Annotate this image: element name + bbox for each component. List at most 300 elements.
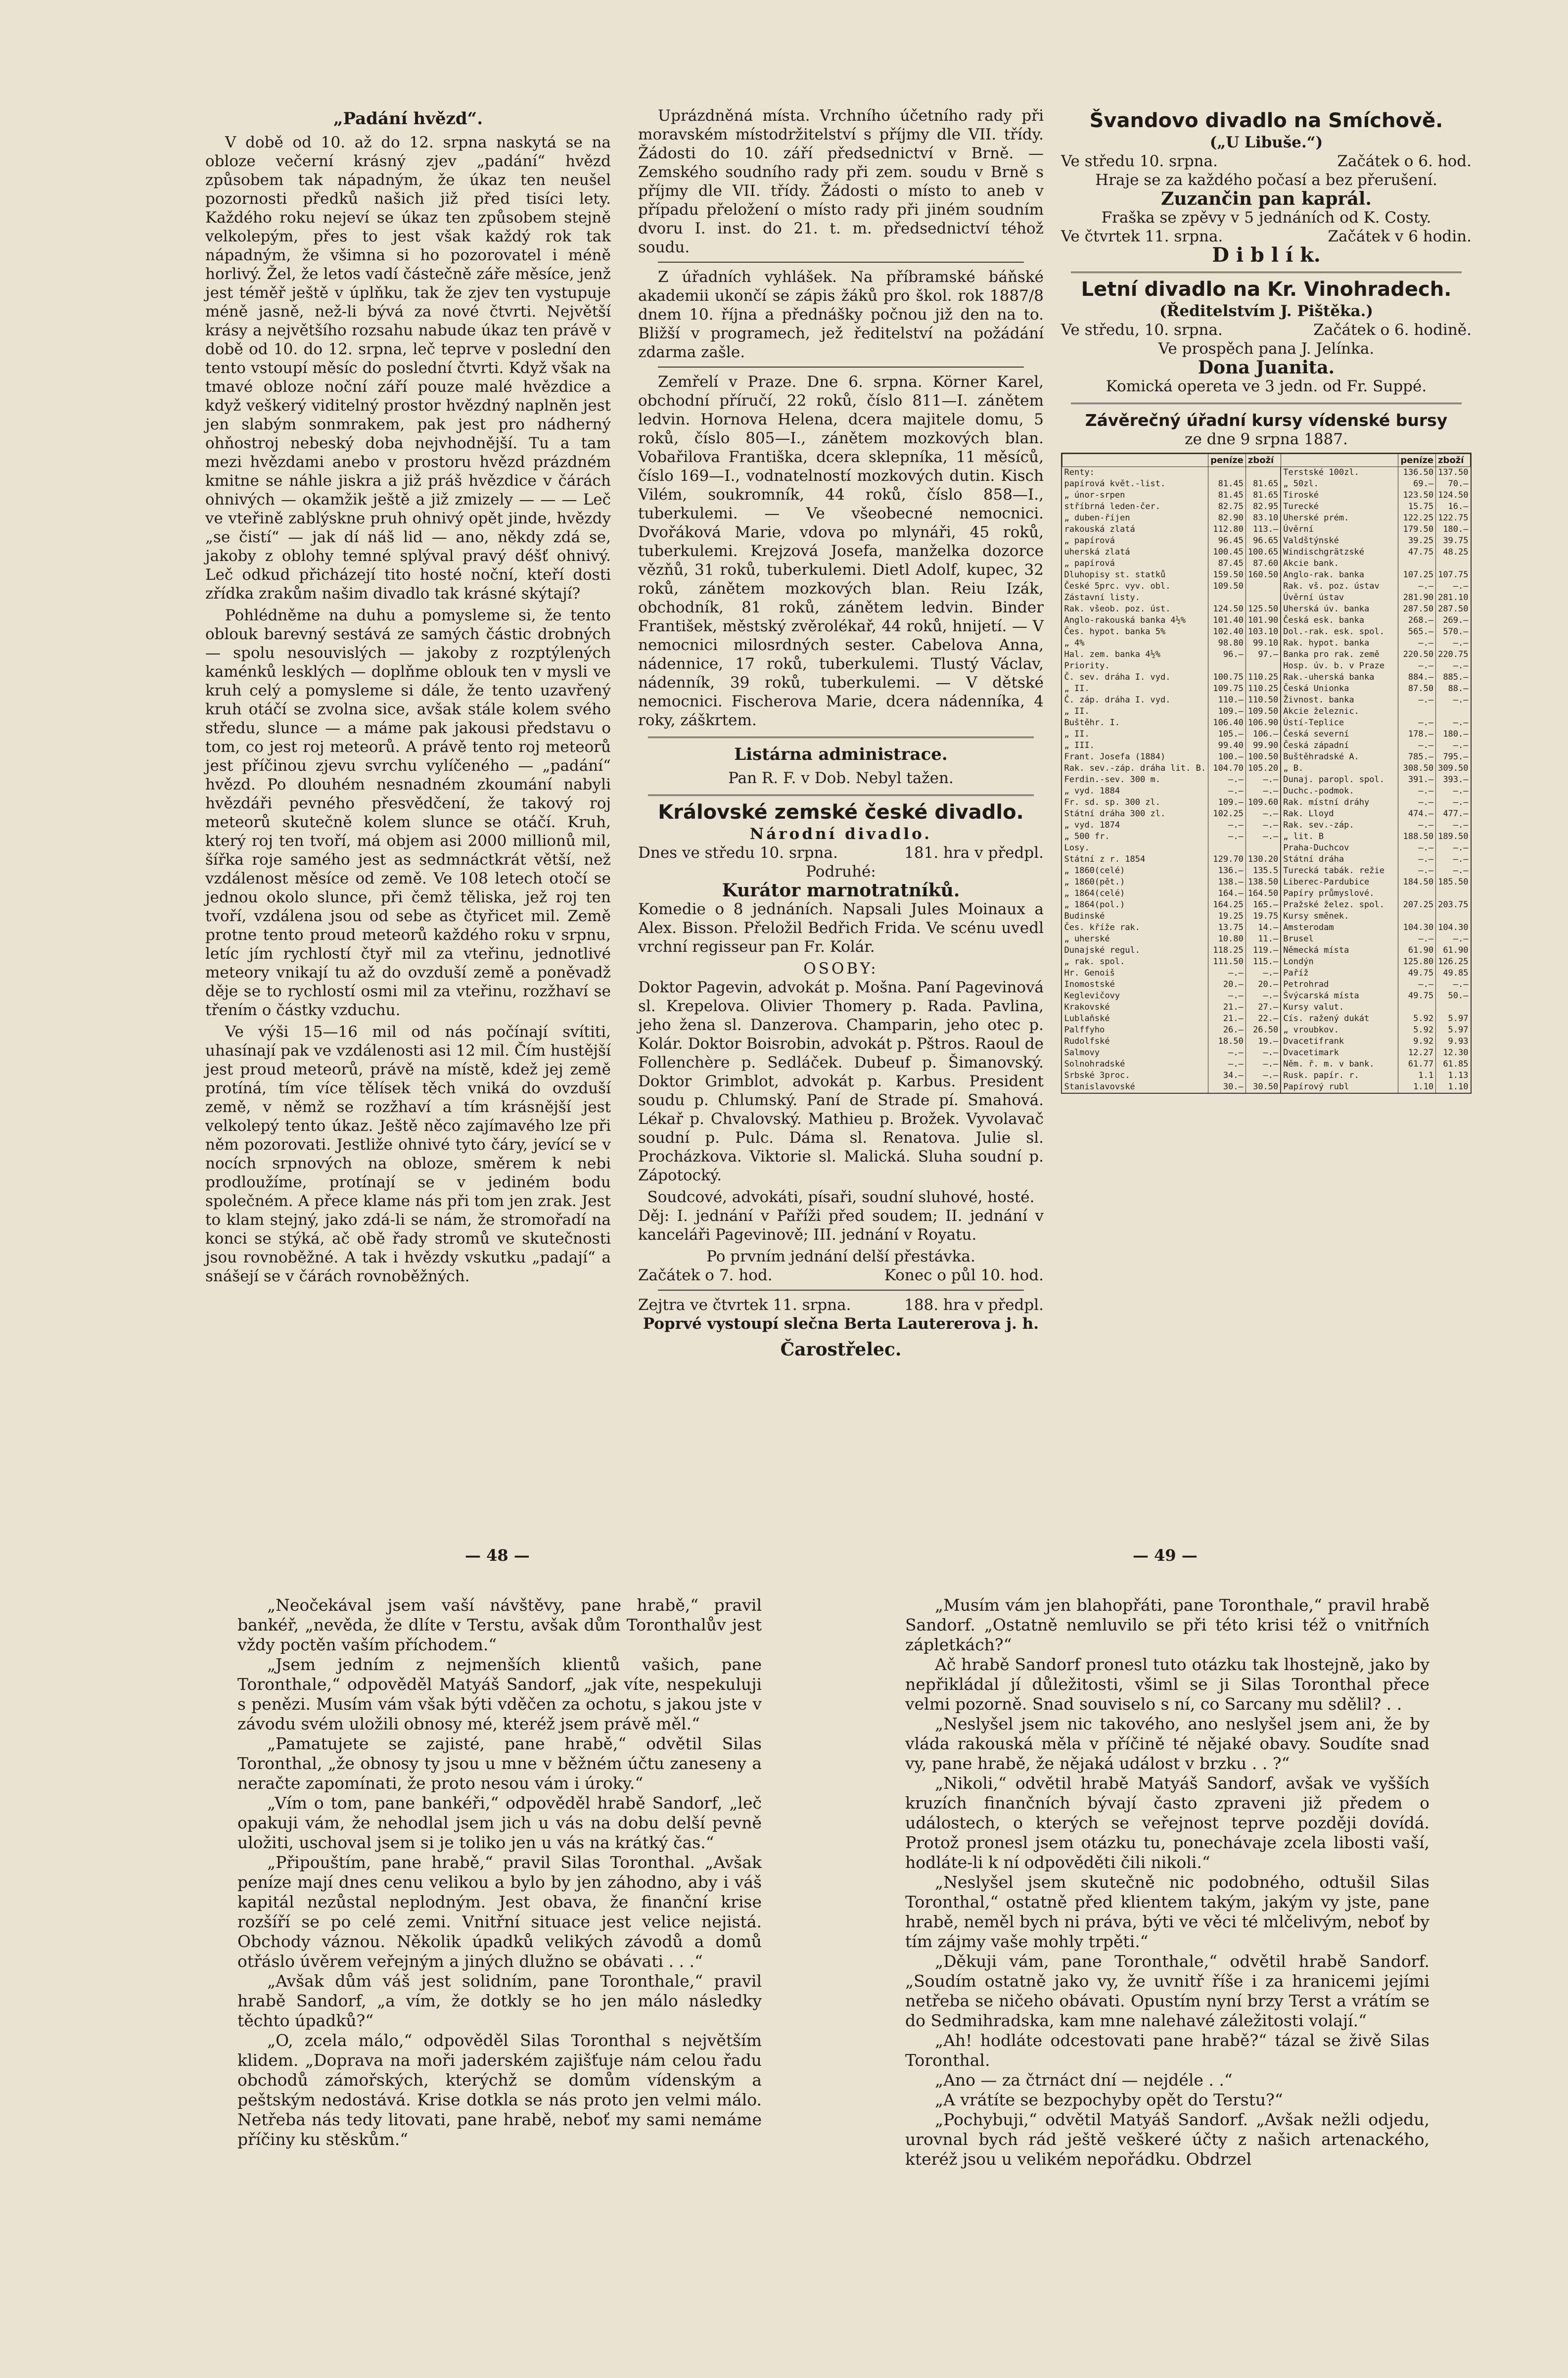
security-name: „ rak. spol. [1064, 957, 1125, 967]
price-cell: 82.90 [1208, 513, 1246, 524]
table-row [1062, 501, 1471, 513]
price-cell: 207.25 [1398, 899, 1436, 911]
price-cell: —.— [1245, 786, 1281, 797]
price-cell [1208, 660, 1246, 672]
price-cell: 203.75 [1436, 899, 1471, 911]
security-name: „ papírová [1064, 536, 1115, 546]
price-cell: —.— [1398, 717, 1436, 729]
svandovo-date: Ve středu 10. srpna. [1061, 152, 1218, 170]
table-row [1062, 490, 1471, 501]
price-cell: 106.90 [1245, 717, 1281, 729]
security-name: Rak. Lloyd [1281, 808, 1398, 820]
price-cell: 477.— [1436, 808, 1471, 820]
price-cell: 49.75 [1398, 968, 1436, 979]
novel-paragraph: „Pamatujete se zajisté, pane hrabě,“ odvětil Silas Toronthal, „že obnosy ty jsou u mne v běžném účtu zaneseny a neračte zapomínati, že proto nesou vám i úroky.“ [237, 1734, 762, 1793]
price-cell: 124.50 [1208, 604, 1246, 615]
table-row [1062, 888, 1471, 899]
price-cell: —.— [1398, 979, 1436, 990]
divider [1071, 272, 1462, 273]
novel-paragraph: „Neslyšel jsem skutečně nic podobného, odtušil Silas Toronthal,“ ostatně před klientem takým, jakým vy jste, pane hrabě, neměl bych ni práva, býti ve věci té mlčelivým, neboť by tím zájmy vaše mohly trpěti.“ [905, 1872, 1430, 1951]
price-cell: —.— [1245, 831, 1281, 842]
table-row [1062, 774, 1471, 786]
price-cell: 21.— [1208, 1002, 1246, 1013]
security-name: Rak. sev.-záp. dráha lit. B. [1064, 763, 1206, 773]
price-cell: 164.25 [1208, 899, 1246, 911]
price-cell: 287.50 [1398, 604, 1436, 615]
price-cell: 160.50 [1245, 569, 1281, 581]
security-name: Česká esk. banka [1281, 615, 1398, 626]
table-row [1062, 751, 1471, 763]
price-cell: 100.65 [1245, 547, 1281, 558]
price-cell: 104.30 [1436, 922, 1471, 933]
security-name: Uherská úv. banka [1281, 604, 1398, 615]
security-name: „ papírová [1064, 559, 1115, 568]
novel-paragraph: „Připouštím, pane hrabě,“ pravil Silas Toronthal. „Avšak peníze mají dnes cenu velikou a bylo by jen záhodno, aby i váš kapitál nezůstal neplodným. Jest obava, že finanční krise rozšíří se po celé zemi. Vnitřní situace jest velice nejistá. Obchody váznou. Několik úpadků velikých závodů a domů otřáslo úvěrem veřejným a jiných dlužno se obávati . . .“ [237, 1853, 762, 1971]
price-cell: 102.40 [1208, 626, 1246, 638]
price-cell: —.— [1436, 933, 1471, 945]
column-header: zboží [1245, 454, 1281, 467]
table-row [1062, 842, 1471, 854]
security-name: Rusk. papír. r. [1281, 1070, 1398, 1081]
price-cell: —.— [1436, 638, 1471, 649]
table-row [1062, 649, 1471, 660]
table-row [1062, 1047, 1471, 1059]
table-row [1062, 513, 1471, 524]
security-name: Fr. sd. sp. 300 zl. [1064, 797, 1160, 807]
table-row [1062, 1036, 1471, 1047]
security-name: uherská zlatá [1064, 547, 1130, 557]
table-row [1062, 877, 1471, 888]
security-name: Petrohrad [1281, 979, 1398, 990]
price-cell: 5.92 [1398, 1025, 1436, 1036]
price-cell: 87.50 [1398, 683, 1436, 695]
price-cell: 61.85 [1436, 1059, 1471, 1070]
bourse-table-body [1062, 467, 1471, 1093]
price-cell: —.— [1436, 865, 1471, 877]
security-name: „ vyd. 1884 [1064, 786, 1120, 796]
bourse-date: ze dne 9 srpna 1887. [1185, 430, 1348, 448]
price-cell: 87.60 [1245, 558, 1281, 569]
price-cell: 107.75 [1436, 569, 1471, 581]
tomorrow-play: Čarostřelec. [780, 1339, 902, 1360]
price-cell: 118.25 [1208, 945, 1246, 956]
page-number-right: — 49 — [1133, 1546, 1198, 1565]
price-cell: 12.27 [1398, 1047, 1436, 1059]
divider [648, 737, 1034, 738]
table-row [1062, 763, 1471, 774]
security-name: Papírový rubl [1281, 1081, 1398, 1093]
security-name: „ 1864(pol.) [1064, 900, 1125, 910]
security-name: Inomostské [1064, 979, 1115, 989]
table-row [1062, 865, 1471, 877]
price-cell: 20.— [1245, 979, 1281, 990]
table-row [1062, 854, 1471, 865]
price-cell: —.— [1245, 1070, 1281, 1081]
svandovo-play: Zuzančin pan kaprál. [1161, 188, 1372, 209]
security-name: papírová květ.-list. [1064, 479, 1166, 489]
cast-extras: Soudcové, advokáti, písaři, soudní sluhové, hosté. [647, 1188, 1035, 1206]
cast-heading: OSOBY: [803, 960, 878, 978]
price-cell [1398, 558, 1436, 569]
table-row [1062, 990, 1471, 1002]
price-cell: 180.— [1436, 729, 1471, 740]
security-name: Buštěhradské A. [1281, 751, 1398, 763]
price-cell: 125.50 [1245, 604, 1281, 615]
price-cell: —.— [1436, 581, 1471, 592]
security-name: Lublaňské [1064, 1014, 1110, 1024]
security-name: Rak. sev.-záp. [1281, 820, 1398, 831]
price-cell: 82.95 [1245, 501, 1281, 513]
security-name: Ferdin.-sev. 300 m. [1064, 775, 1160, 785]
price-cell [1436, 911, 1471, 922]
table-row [1062, 797, 1471, 808]
novel-paragraph: „Ano — za čtrnáct dní — nejdéle . .“ [935, 2070, 1233, 2090]
price-cell: 138.50 [1245, 877, 1281, 888]
price-cell: 1.10 [1436, 1081, 1471, 1093]
price-cell: 185.50 [1436, 877, 1471, 888]
price-cell [1208, 842, 1246, 854]
price-cell: 103.10 [1245, 626, 1281, 638]
price-cell: 50.— [1436, 990, 1471, 1002]
security-name: „ duben-říjen [1064, 513, 1130, 523]
table-row [1062, 740, 1471, 751]
price-cell: 96.45 [1208, 535, 1246, 547]
price-cell: 220.75 [1436, 649, 1471, 660]
security-name: Akcie bank. [1281, 558, 1398, 569]
price-cell: 110.— [1208, 695, 1246, 706]
security-name: Státní dráha [1281, 854, 1398, 865]
security-name: Renty: [1064, 467, 1095, 477]
security-name: Budinské [1064, 911, 1105, 921]
table-row [1062, 524, 1471, 535]
letni-description: Komická opereta ve 3 jedn. od Fr. Suppé. [1106, 377, 1427, 395]
security-name: Německá místa [1281, 945, 1398, 956]
price-cell: 119.— [1245, 945, 1281, 956]
table-row [1062, 820, 1471, 831]
price-cell: —.— [1436, 786, 1471, 797]
security-name: Rudolfské [1064, 1036, 1110, 1046]
security-name: Stanislavovské [1064, 1082, 1135, 1092]
price-cell: —.— [1398, 740, 1436, 751]
price-cell: 88.— [1436, 683, 1471, 695]
security-name: Keglevičovy [1064, 991, 1120, 1001]
security-name: Hal. zem. banka 4½% [1064, 650, 1160, 659]
security-name: Švýcarská místa [1281, 990, 1398, 1002]
price-cell [1245, 592, 1281, 604]
security-name: Čes. kříže rak. [1064, 923, 1141, 933]
price-cell: 10.80 [1208, 933, 1246, 945]
table-row [1062, 956, 1471, 968]
price-cell: —.— [1436, 797, 1471, 808]
price-cell: —.— [1436, 695, 1471, 706]
table-row [1062, 1002, 1471, 1013]
price-cell: 106.40 [1208, 717, 1246, 729]
table-row [1062, 1025, 1471, 1036]
price-cell: 1.13 [1436, 1070, 1471, 1081]
security-name: Rak. místní dráhy [1281, 797, 1398, 808]
play-setting: Děj: I. jednání v Paříži před soudem; II. jednání v kanceláři Pagevinově; III. jednání v Royatu. [638, 1207, 1044, 1244]
security-name: „ lit. B [1281, 831, 1398, 842]
price-cell: 109.— [1208, 797, 1246, 808]
price-cell: 99.40 [1208, 740, 1246, 751]
price-cell: 69.— [1398, 478, 1436, 490]
price-cell: 159.50 [1208, 569, 1246, 581]
security-name: Hr. Genoiš [1064, 968, 1115, 978]
price-cell: 1.1 [1398, 1070, 1436, 1081]
security-name: Něm. ř. m. v bank. [1281, 1059, 1398, 1070]
theatre-title: Královské zemské české divadlo. [658, 801, 1024, 824]
price-cell: 110.50 [1245, 695, 1281, 706]
bourse-table-wrap [1061, 453, 1472, 1094]
price-cell: —.— [1398, 842, 1436, 854]
price-cell: 15.75 [1398, 501, 1436, 513]
price-cell: 105.— [1208, 729, 1246, 740]
price-cell: 110.25 [1245, 683, 1281, 695]
theatre-dateline [638, 843, 1044, 862]
cast-list: Doktor Pagevin, advokát p. Mošna. Paní Pagevinová sl. Krepelova. Olivier Thomery p. Rada. Pavlina, jeho žena sl. Danzerova. Champarin, jeho otec p. Kolár. Doktor Boisrobin, advokát p. Pštros. Raoul de Follenchère p. Sedláček. Dubeuf p. Šimanovský. Doktor Grimblot, advokát p. Karbus. President soudu p. Chlumský. Paní de Strade pí. Smahová. Lékař p. Chvalovský. Mathieu p. Brožek. Vyvolavač soudní p. Pulc. Dáma sl. Renatova. Julie sl. Procházkova. Viktorie sl. Malická. Sluha soudní p. Zápotocký. [638, 979, 1044, 1184]
security-name: „ vyd. 1874 [1064, 820, 1120, 830]
price-cell: 81.45 [1208, 478, 1246, 490]
price-cell: 137.50 [1436, 467, 1471, 479]
security-name: Valdštýnské [1281, 535, 1398, 547]
price-cell: 268.— [1398, 615, 1436, 626]
security-name: Dunaj. paropl. spol. [1281, 774, 1398, 786]
security-name: Uherské prém. [1281, 513, 1398, 524]
table-row [1062, 899, 1471, 911]
price-cell: 82.75 [1208, 501, 1246, 513]
table-row [1062, 581, 1471, 592]
security-name: Česká severní [1281, 729, 1398, 740]
letni-play: Dona Juanita. [1198, 357, 1335, 378]
security-name: Amsterodam [1281, 922, 1398, 933]
security-name: Terstské 100zl. [1281, 467, 1398, 479]
security-name: Rak.-uherská banka [1281, 672, 1398, 683]
price-cell: 100.75 [1208, 672, 1246, 683]
security-name: Ústí-Teplice [1281, 717, 1398, 729]
security-name: Londýn [1281, 956, 1398, 968]
novel-paragraph: „O, zcela málo,“ odpověděl Silas Toronthal s největším klidem. „Doprava na moři jaderském zajišťuje nám celou řadu obchodů zámořských, kterýchž se domům vídenským a peštským nedostává. Krise dotkla se nás proto jen velmi málo. Netřeba nás tedy litovati, pane hrabě, neboť my sami nemáme příčiny ku stěskům.“ [237, 2031, 762, 2149]
tomorrow-performance: 188. hra v předpl. [904, 1296, 1044, 1314]
price-cell: —.— [1398, 581, 1436, 592]
security-name: Č. sev. dráha I. vyd. [1064, 672, 1171, 682]
novel-right-page [905, 1595, 1430, 2169]
security-name: Dol.-rak. esk. spol. [1281, 626, 1398, 638]
price-cell: —.— [1398, 695, 1436, 706]
intermission-note: Po prvním jednání delší přestávka. [706, 1248, 975, 1265]
column-theatres-bourse [1061, 106, 1472, 1094]
price-cell: 109.75 [1208, 683, 1246, 695]
price-cell: 100.50 [1245, 751, 1281, 763]
price-cell: 100.45 [1208, 547, 1246, 558]
notice-deaths: Zemřelí v Praze. Dne 6. srpna. Körner Karel, obchodní příručí, 22 roků, číslo 811—I. zánětem ledvin. Hornova Helena, dcera majitele domu, 5 roků, číslo 805—I., zánětem mozkových blan. Vobařilova Františka, dcera sklepníka, 11 měsíců, číslo 169—I., vodnatelností mozkových dutin. Kisch Vilém, soukromník, 44 roků, číslo 858—I., tuberkulemi. — Ve všeobecné nemocnici. Dvořáková Marie, vdova po mlynáři, 45 roků, tuberkulemi. Krejzová Josefa, manželka dozorce vězňů, 31 roků, tuberkulemi. Dietl Adolf, kupec, 32 roků, zánětem mozkových blan. Reiu Izák, obchodník, 81 roků, zánětem ledvin. Binder František, městský zvěrolékař, 44 roků, hnijetí. — V nemocnici milosrdných sester. Cabelova Anna, nádennice, 17 roků, tuberkulemi. Tlustý Václav, nádenník, 39 roků, tuberkulemi. — V dětské nemocnici. Fischerova Marie, dcera nádenníka, 4 roky, záškrtem. [638, 373, 1044, 729]
price-cell: 61.90 [1398, 945, 1436, 956]
security-name: Frant. Josefa (1884) [1064, 752, 1166, 762]
security-name: Pražské želez. spol. [1281, 899, 1398, 911]
price-cell: 48.25 [1436, 547, 1471, 558]
article-paragraph: Ve výši 15—16 mil od nás počínají svítiti, uhasínají pak ve vzdálenosti asi 12 mil. Čím hustější jest proud meteorů, právě na místě, kdež jej země protíná, tím více tělísek těch vniká do ovzduší země, v němž se rozžhaví a tím krásnější jest velkolepý tento úkaz. Ještě něco zajímavého lze při něm pozorovati. Jestliže ohnivé tyto čáry, jevící se v nocích srpnových na obloze, směrem k nebi prodloužíme, protínají se v jediném bodu společném. A přece klame nás při tom jen zrak. Jest to klam stejný, jako zdá-li se nám, že stromořadí na konci se stýká, ač obě řady stromů ve skutečnosti jsou rovnoběžné. A tak i hvězdy vskutku „padají“ a snášejí se v čárách rovnoběžných. [205, 1023, 611, 1285]
price-cell: 49.85 [1436, 968, 1471, 979]
price-cell: 122.25 [1398, 513, 1436, 524]
security-name: „ III. [1064, 741, 1095, 750]
table-row [1062, 717, 1471, 729]
price-cell: 101.40 [1208, 615, 1246, 626]
price-cell [1436, 706, 1471, 717]
security-name: Česká západní [1281, 740, 1398, 751]
table-row [1062, 1013, 1471, 1025]
price-cell: 165.— [1245, 899, 1281, 911]
price-cell: 39.75 [1436, 535, 1471, 547]
svandovo-title: Švandovo divadlo na Smíchově. [1089, 109, 1443, 132]
table-row [1062, 467, 1471, 479]
price-cell: 136.50 [1398, 467, 1436, 479]
price-cell: 96.65 [1245, 535, 1281, 547]
security-name: Paříž [1281, 968, 1398, 979]
security-name: Srbské 3proc. [1064, 1071, 1130, 1080]
price-cell: —.— [1398, 933, 1436, 945]
price-cell: 47.75 [1398, 547, 1436, 558]
security-name: Palffyho [1064, 1025, 1105, 1035]
article-paragraph: Pohlédněme na duhu a pomysleme si, že tento oblouk barevný sestává ze samých částic drobných — spolu nesouvislých — jakoby z rozptýlených kaménků lesklých — doplňme oblouk ten v mysli ve kruh celý a pomysleme si dále, že tento uzavřený kruh otáčí se zvolna sice, avšak stále kolem svého středu, slunce — a máme pak jakousi představu o tom, co jest roj meteorů. A právě tento roj meteorů jest příčinou zjevu svrchu vylíčeného — „padání“ hvězd. Po dlouhém nesnadném zkoumání nabyli hvězdáři pevného přesvědčení, že takový roj meteorů skutečně kolem slunce se otáčí. Kruh, který roj ten tvoří, má objem asi 2000 millionů mil, šířka roje samého jest as sedmnáctkrát větší, než vzdálenost měsíce od země. Ve 108 letech otočí se jednou okolo slunce, při čemž těliska, jež roj ten tvoří, vzdálena jsou od sebe as čtyřicet mil. Země protne tento proud meteorů každého roku v srpnu, letíc jím rychlostí čtyř mil za vteřinu, jednotlivé meteory vnikají tu až do ovzduší země a poněvadž děje se to rychlostí osmi mil za vteřinu, rozžhaví se třením o částky vzduchu. [205, 606, 611, 1019]
table-row [1062, 569, 1471, 581]
price-cell: 130.20 [1245, 854, 1281, 865]
table-row [1062, 911, 1471, 922]
debut-note: Poprvé vystoupí slečna Berta Lautererova j. h. [643, 1315, 1039, 1333]
column-header: zboží [1436, 454, 1471, 467]
price-cell: 105.20 [1245, 763, 1281, 774]
table-row [1062, 660, 1471, 672]
price-cell: 188.50 [1398, 831, 1436, 842]
price-cell: 785.— [1398, 751, 1436, 763]
listarna-text: Pan R. F. v Dob. Nebyl tažen. [728, 769, 954, 787]
security-name: „ 1860(celé) [1064, 866, 1125, 876]
price-cell: 5.97 [1436, 1013, 1471, 1025]
start-time: Začátek o 7. hod. [638, 1266, 773, 1284]
table-row [1062, 535, 1471, 547]
price-cell [1208, 592, 1246, 604]
svandovo-play-2: D i b l í k. [1212, 243, 1321, 267]
security-name: Česká Unionka [1281, 683, 1398, 695]
price-cell: 26.— [1208, 1025, 1246, 1036]
security-name: Kursy směnek. [1281, 911, 1398, 922]
price-cell: 102.25 [1208, 808, 1246, 820]
svandovo-start-2: Začátek v 6 hodin. [1328, 228, 1472, 245]
novel-paragraph: „Děkuji vám, pane Toronthale,“ odvětil hrabě Sandorf. „Soudím ostatně jako vy, že uvnitř říše i za hranicemi jejími netřeba se ničeho obávati. Opustím nyní brzy Terst a vrátím se do Sedmihradska, kam mne nalehavé záležitosti volají.“ [905, 1952, 1430, 2030]
price-cell: —.— [1436, 842, 1471, 854]
price-cell: 111.50 [1208, 956, 1246, 968]
column-notices [638, 106, 1044, 1359]
security-name: Dvacetimark [1281, 1047, 1398, 1059]
price-cell: 19.— [1245, 1036, 1281, 1047]
price-cell: 30.— [1208, 1081, 1246, 1093]
divider [658, 262, 1024, 263]
table-row [1062, 478, 1471, 490]
price-cell: —.— [1398, 854, 1436, 865]
price-cell: 570.— [1436, 626, 1471, 638]
price-cell: 26.50 [1245, 1025, 1281, 1036]
price-cell: 14.— [1245, 922, 1281, 933]
price-cell [1398, 706, 1436, 717]
table-row [1062, 558, 1471, 569]
price-cell: 474.— [1398, 808, 1436, 820]
price-cell: —.— [1436, 979, 1471, 990]
svandovo-subtitle: („U Libuše.“) [1209, 134, 1323, 151]
svandovo-date-2: Ve čtvrtek 11. srpna. [1061, 228, 1223, 245]
security-name: „ II. [1064, 684, 1090, 694]
price-cell: 113.— [1245, 524, 1281, 535]
price-cell: —.— [1398, 865, 1436, 877]
price-cell: —.— [1398, 820, 1436, 831]
price-cell: 189.50 [1436, 831, 1471, 842]
price-cell: 129.70 [1208, 854, 1246, 865]
security-name: „ II. [1064, 729, 1090, 739]
price-cell: 136.— [1208, 865, 1246, 877]
security-name: „ únor-srpen [1064, 490, 1125, 500]
price-cell: 97.— [1245, 649, 1281, 660]
table-row [1062, 672, 1471, 683]
price-cell: 309.50 [1436, 763, 1471, 774]
price-cell [1398, 1002, 1436, 1013]
security-name: Salmovy [1064, 1048, 1100, 1058]
novel-paragraph: „Ah! hodláte odcestovati pane hrabě?“ tázal se živě Silas Toronthal. [905, 2031, 1430, 2070]
svandovo-start: Začátek o 6. hod. [1337, 152, 1472, 170]
price-cell: 19.75 [1245, 911, 1281, 922]
price-cell: 107.25 [1398, 569, 1436, 581]
letni-start: Začátek o 6. hodině. [1313, 321, 1472, 339]
page-number-left: — 48 — [465, 1546, 530, 1565]
price-cell [1436, 888, 1471, 899]
table-row [1062, 922, 1471, 933]
price-cell: 5.92 [1398, 1013, 1436, 1025]
price-cell: —.— [1245, 774, 1281, 786]
price-cell: 39.25 [1398, 535, 1436, 547]
price-cell: 106.— [1245, 729, 1281, 740]
novel-paragraph: „A vrátíte se bezpochyby opět do Terstu?“ [935, 2090, 1283, 2109]
svandovo-dateline [1061, 152, 1472, 171]
novel-paragraph: „Pochybuji,“ odvětil Matyáš Sandorf. „Avšak nežli odjedu, urovnal bych rád ještě veškeré účty z našich artenackého, kteréž jsou u velikém nepořádku. Obdrzel [905, 2110, 1430, 2169]
price-cell: 109.60 [1245, 797, 1281, 808]
price-cell: 109.— [1208, 706, 1246, 717]
security-name: Rak. vš. poz. ústav [1281, 581, 1398, 592]
price-cell: 269.— [1436, 615, 1471, 626]
price-cell: 9.92 [1398, 1036, 1436, 1047]
price-cell: 391.— [1398, 774, 1436, 786]
price-cell: —.— [1208, 1059, 1246, 1070]
price-cell: 135.5 [1245, 865, 1281, 877]
price-cell [1245, 842, 1281, 854]
security-name: Solnohradské [1064, 1059, 1125, 1069]
price-cell: 122.75 [1436, 513, 1471, 524]
security-name: České 5prc. vyv. obl. [1064, 581, 1171, 591]
security-name: Dvacetifrank [1281, 1036, 1398, 1047]
play-title: Kurátor marnotratníků. [722, 880, 960, 901]
price-cell: —.— [1208, 786, 1246, 797]
price-cell: 281.90 [1398, 592, 1436, 604]
table-row [1062, 1059, 1471, 1070]
price-cell: —.— [1208, 990, 1246, 1002]
price-cell: —.— [1436, 717, 1471, 729]
price-cell: 112.80 [1208, 524, 1246, 535]
price-cell: —.— [1436, 740, 1471, 751]
price-cell: 101.90 [1245, 615, 1281, 626]
security-name: Tiroské [1281, 490, 1398, 501]
security-name: Cís. ražený dukát [1281, 1013, 1398, 1025]
price-cell: 70.— [1436, 478, 1471, 490]
price-cell: 18.50 [1208, 1036, 1246, 1047]
price-cell: —.— [1245, 808, 1281, 820]
price-cell: 180.— [1436, 524, 1471, 535]
price-cell: 104.30 [1398, 922, 1436, 933]
price-cell: 100.— [1208, 751, 1246, 763]
